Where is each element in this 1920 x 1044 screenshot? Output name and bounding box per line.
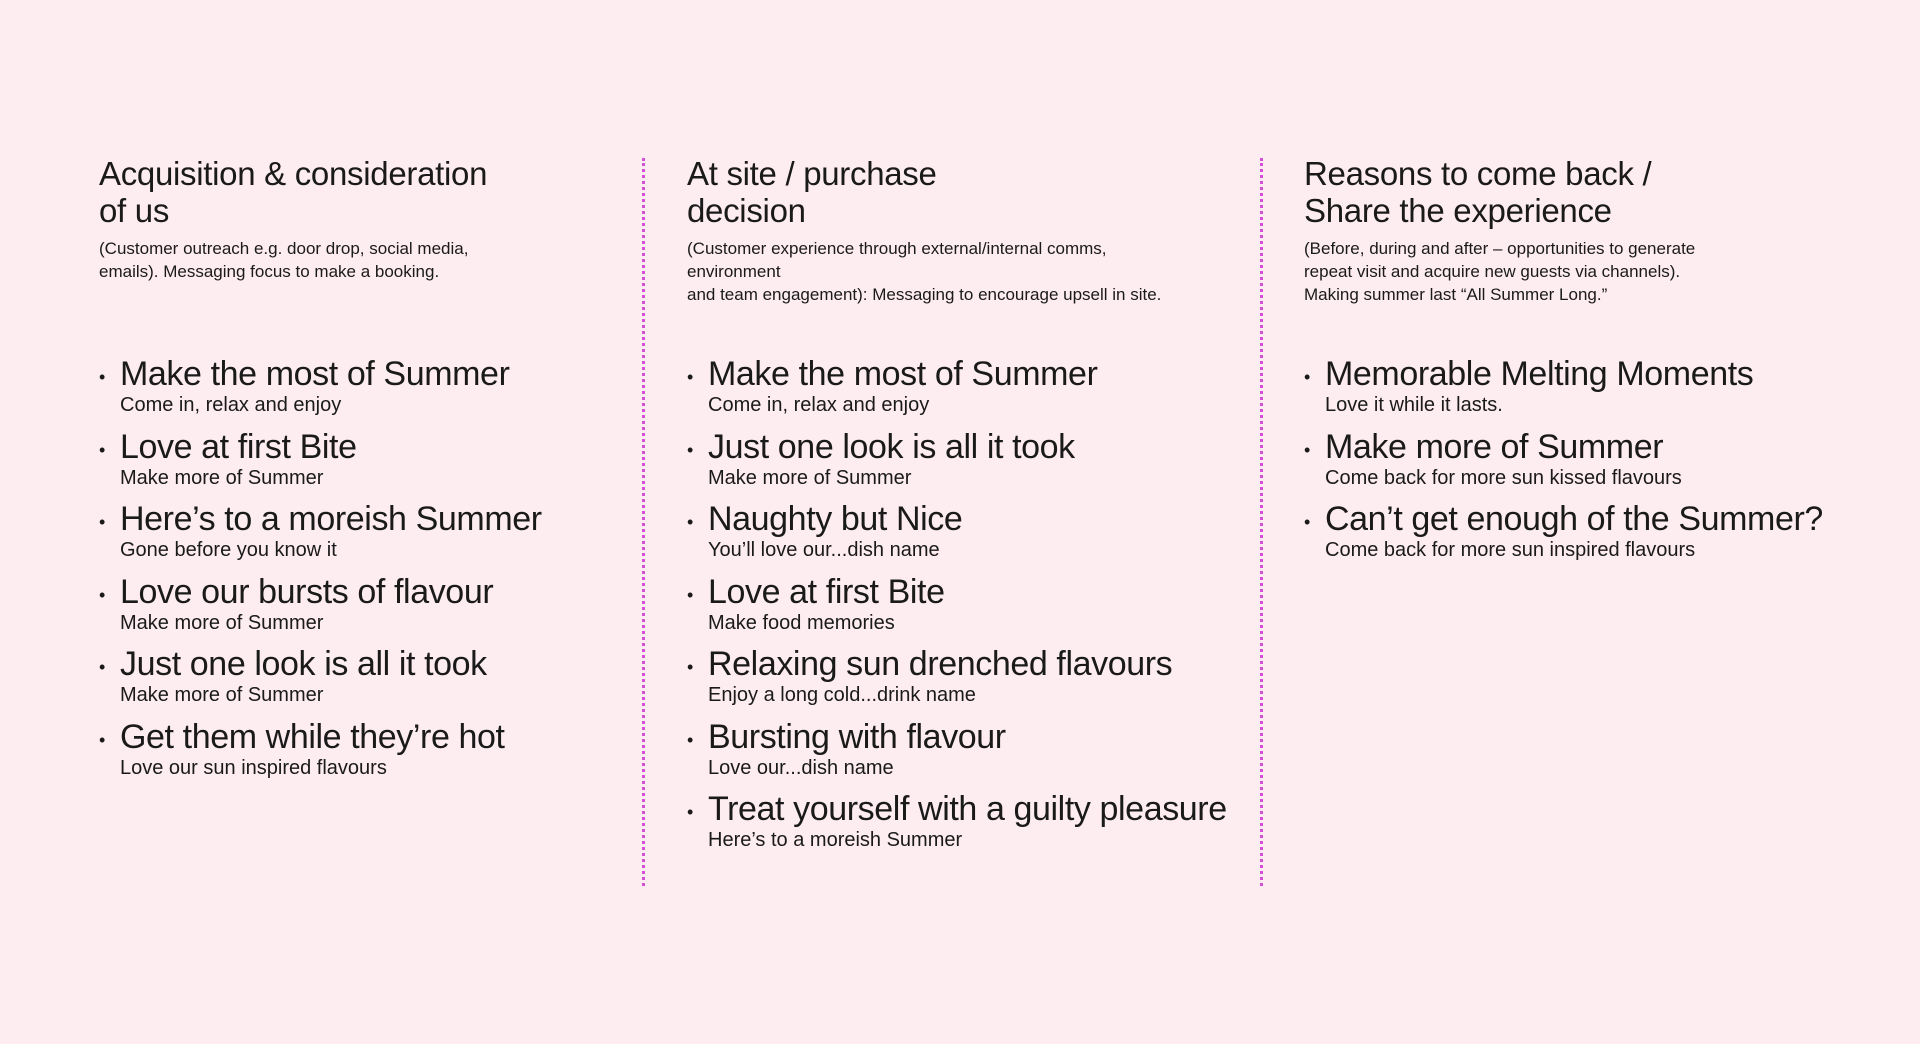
column-description: (Customer experience through external/internal comms, environment and team engagement): Messaging to encourage upsell in site. bbox=[687, 239, 1162, 304]
list-item bbox=[687, 790, 1247, 863]
item-title: Here’s to a moreish Summer bbox=[120, 500, 542, 538]
bullet-icon: • bbox=[687, 512, 694, 532]
item-subtitle: Make more of Summer bbox=[120, 611, 324, 634]
bullet-icon: • bbox=[99, 729, 106, 750]
column-at-site bbox=[687, 155, 1247, 851]
column-title: Acquisition & consideration of us bbox=[99, 155, 488, 229]
bullet-icon: • bbox=[1304, 439, 1311, 460]
bullet-icon: • bbox=[687, 367, 694, 387]
item-title: Treat yourself with a guilty pleasure bbox=[708, 790, 1227, 828]
column-description: (Customer outreach e.g. door drop, social media, emails). Messaging focus to make a booking. bbox=[99, 239, 469, 281]
bullet-icon: • bbox=[687, 802, 694, 822]
column-divider-2 bbox=[1260, 158, 1263, 886]
column-acquisition bbox=[99, 155, 579, 779]
item-subtitle: Make more of Summer bbox=[708, 466, 912, 489]
message-list bbox=[687, 355, 1247, 863]
item-subtitle: Come back for more sun kissed flavours bbox=[1325, 466, 1682, 489]
bullet-icon: • bbox=[687, 584, 694, 605]
item-subtitle: Here’s to a moreish Summer bbox=[708, 829, 963, 851]
column-title: Reasons to come back / Share the experience bbox=[1304, 155, 1652, 229]
item-title: Make the most of Summer bbox=[120, 355, 510, 393]
item-title: Bursting with flavour bbox=[708, 717, 1006, 756]
item-title: Make more of Summer bbox=[1325, 427, 1664, 466]
list-item bbox=[687, 355, 1247, 428]
column-description: (Before, during and after – opportunities to generate repeat visit and acquire new guests via channels). Making summer last “All Summer Long.” bbox=[1304, 239, 1696, 304]
bullet-icon: • bbox=[99, 584, 106, 605]
item-title: Love at first Bite bbox=[120, 427, 357, 466]
item-title: Can’t get enough of the Summer? bbox=[1325, 500, 1823, 538]
item-subtitle: Love our...dish name bbox=[708, 756, 894, 779]
item-subtitle: Come back for more sun inspired flavours bbox=[1325, 539, 1696, 561]
bullet-icon: • bbox=[99, 439, 106, 460]
item-title: Just one look is all it took bbox=[120, 645, 487, 683]
list-item bbox=[99, 718, 579, 791]
item-subtitle: Make food memories bbox=[708, 611, 895, 634]
bullet-icon: • bbox=[1304, 512, 1311, 532]
item-subtitle: Come in, relax and enjoy bbox=[708, 394, 930, 416]
item-subtitle: Make more of Summer bbox=[120, 684, 324, 706]
bullet-icon: • bbox=[99, 657, 106, 677]
item-title: Naughty but Nice bbox=[708, 500, 963, 538]
list-item bbox=[687, 500, 1247, 573]
column-divider-1 bbox=[642, 158, 645, 886]
bullet-icon: • bbox=[687, 657, 694, 677]
bullet-icon: • bbox=[1304, 367, 1311, 387]
message-list bbox=[1304, 355, 1864, 573]
item-subtitle: Gone before you know it bbox=[120, 539, 337, 561]
item-subtitle: You’ll love our...dish name bbox=[708, 539, 940, 561]
item-title: Get them while they’re hot bbox=[120, 717, 505, 756]
item-title: Love at first Bite bbox=[708, 572, 945, 611]
item-subtitle: Love it while it lasts. bbox=[1325, 394, 1503, 416]
item-title: Memorable Melting Moments bbox=[1325, 355, 1754, 393]
column-come-back bbox=[1304, 155, 1864, 561]
message-list bbox=[99, 355, 579, 790]
item-title: Just one look is all it took bbox=[708, 427, 1075, 466]
item-title: Relaxing sun drenched flavours bbox=[708, 645, 1173, 683]
list-item bbox=[687, 718, 1247, 791]
item-subtitle: Make more of Summer bbox=[120, 466, 324, 489]
bullet-icon: • bbox=[687, 729, 694, 750]
list-item bbox=[687, 573, 1247, 646]
item-title: Love our bursts of flavour bbox=[120, 572, 494, 611]
item-subtitle: Enjoy a long cold...drink name bbox=[708, 684, 976, 706]
list-item bbox=[687, 428, 1247, 501]
list-item bbox=[99, 500, 579, 573]
item-subtitle: Love our sun inspired flavours bbox=[120, 756, 387, 779]
list-item bbox=[1304, 500, 1864, 573]
list-item bbox=[99, 645, 579, 718]
bullet-icon: • bbox=[99, 512, 106, 532]
bullet-icon: • bbox=[687, 439, 694, 460]
list-item bbox=[99, 573, 579, 646]
bullet-icon: • bbox=[99, 367, 106, 387]
column-title: At site / purchase decision bbox=[687, 155, 937, 229]
list-item bbox=[1304, 355, 1864, 428]
item-subtitle: Come in, relax and enjoy bbox=[120, 394, 342, 416]
list-item bbox=[687, 645, 1247, 718]
list-item bbox=[99, 355, 579, 428]
list-item bbox=[1304, 428, 1864, 501]
item-title: Make the most of Summer bbox=[708, 355, 1098, 393]
list-item bbox=[99, 428, 579, 501]
